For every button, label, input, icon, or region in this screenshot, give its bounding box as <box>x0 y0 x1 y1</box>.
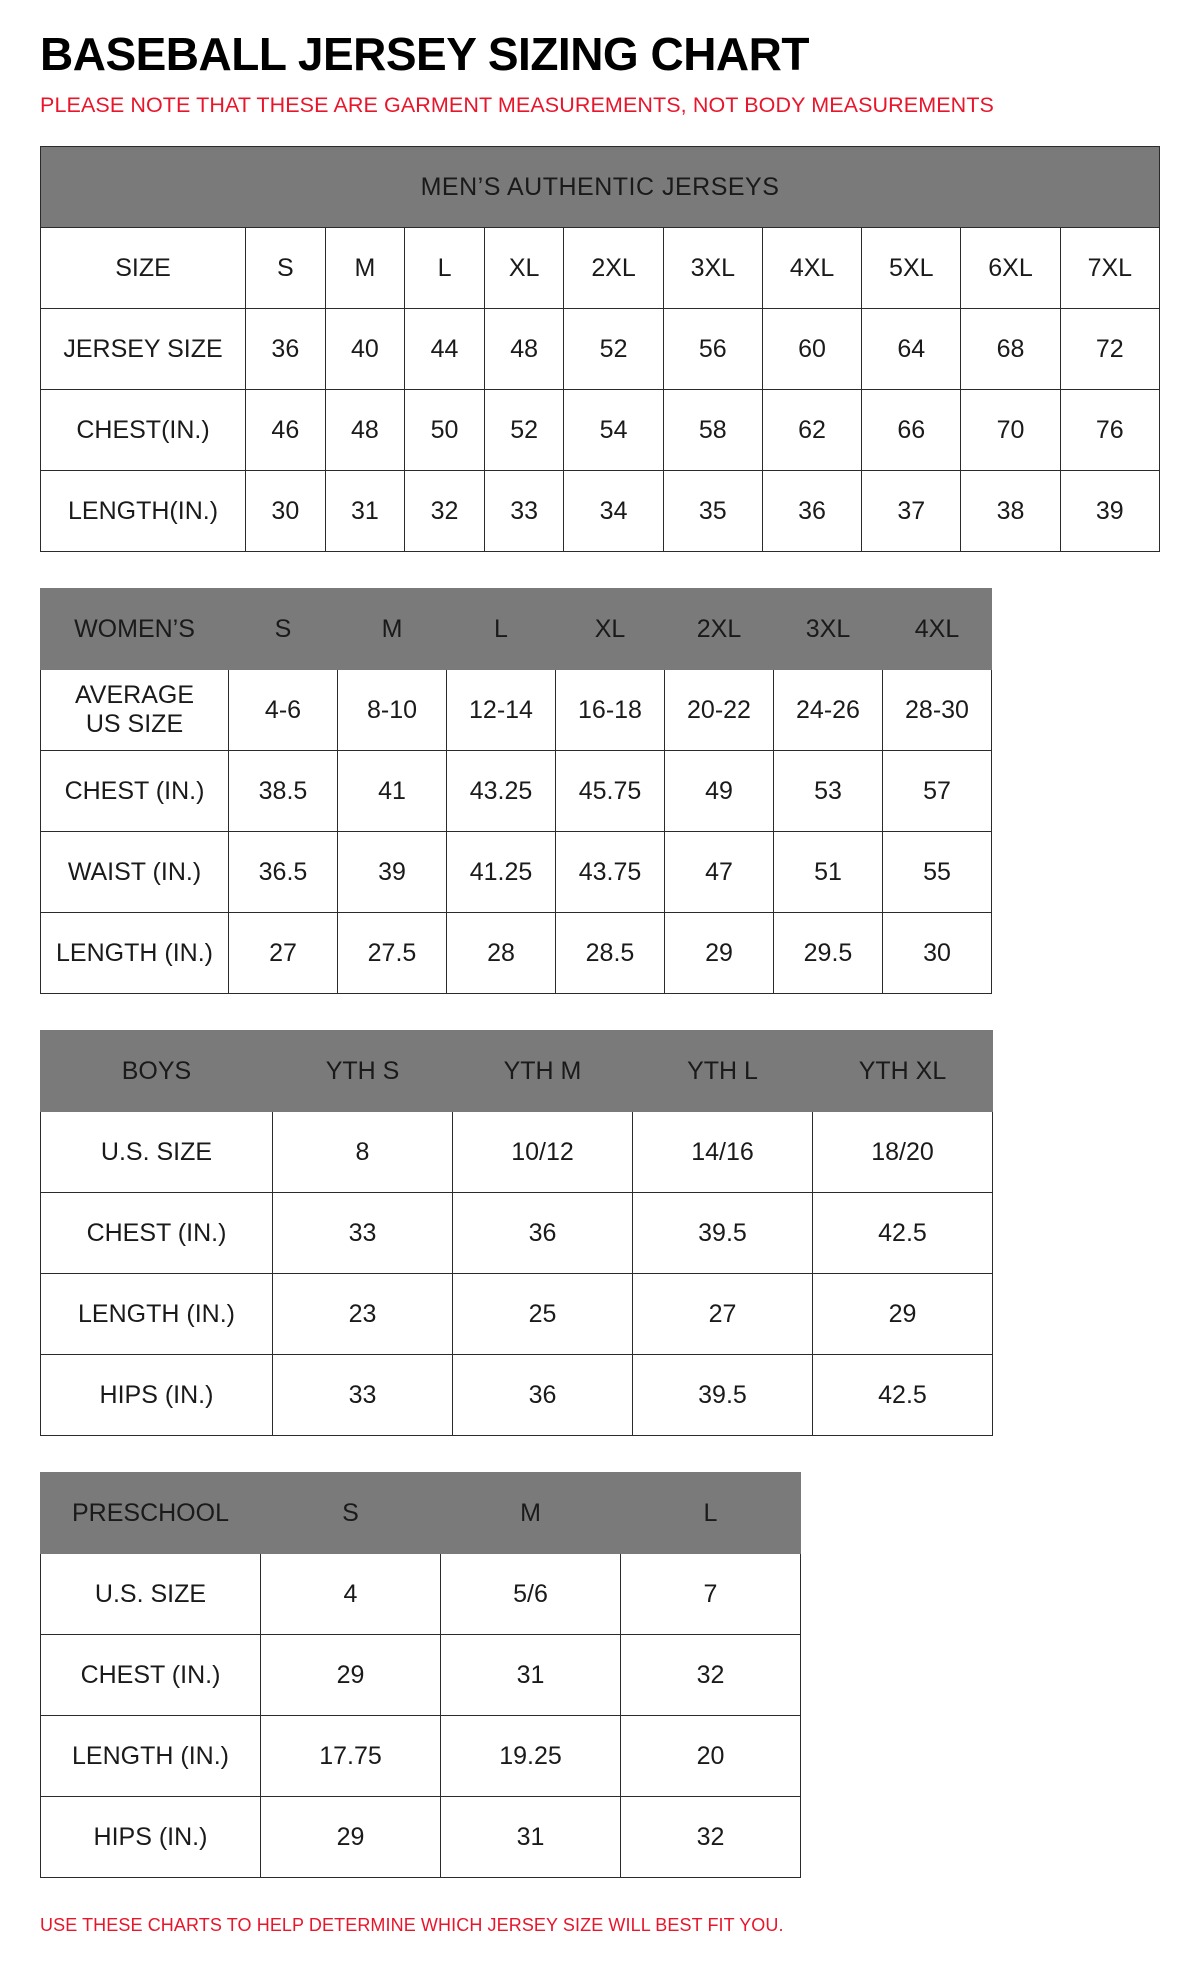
row-label: LENGTH (IN.) <box>41 1274 273 1355</box>
measurement-cell: 45.75 <box>556 751 665 832</box>
measurement-cell: 41.25 <box>447 832 556 913</box>
row-label: LENGTH (IN.) <box>41 913 229 994</box>
size-header-cell: YTH M <box>453 1031 633 1112</box>
size-header-cell: S <box>246 228 326 309</box>
row-label: LENGTH(IN.) <box>41 471 246 552</box>
measurement-cell: 8 <box>273 1112 453 1193</box>
measurement-cell: 36.5 <box>229 832 338 913</box>
measurement-cell: 50 <box>405 390 485 471</box>
measurement-cell: 29 <box>665 913 774 994</box>
measurement-cell: 35 <box>663 471 762 552</box>
measurement-cell: 51 <box>774 832 883 913</box>
table-row <box>41 1554 801 1635</box>
measurement-cell: 25 <box>453 1274 633 1355</box>
measurement-cell: 17.75 <box>261 1716 441 1797</box>
table-row <box>41 1112 993 1193</box>
measurement-cell: 37 <box>862 471 961 552</box>
mens-authentic-jerseys-table <box>40 146 1160 552</box>
header-row-label: WOMEN’S <box>41 589 229 670</box>
measurement-cell: 76 <box>1060 390 1159 471</box>
size-header-cell: 7XL <box>1060 228 1159 309</box>
measurement-cell: 29 <box>813 1274 993 1355</box>
size-header-cell: 6XL <box>961 228 1060 309</box>
measurement-cell: 42.5 <box>813 1193 993 1274</box>
measurement-cell: 39 <box>338 832 447 913</box>
measurement-cell: 43.25 <box>447 751 556 832</box>
measurement-cell: 20-22 <box>665 670 774 751</box>
header-row-label: SIZE <box>41 228 246 309</box>
measurement-cell: 33 <box>484 471 564 552</box>
measurement-cell: 62 <box>762 390 861 471</box>
measurement-cell: 31 <box>441 1635 621 1716</box>
measurement-cell: 44 <box>405 309 485 390</box>
preschool-table-body <box>41 1473 801 1878</box>
table-row <box>41 1355 993 1436</box>
row-label: U.S. SIZE <box>41 1554 261 1635</box>
measurement-cell: 29.5 <box>774 913 883 994</box>
measurement-cell: 39.5 <box>633 1193 813 1274</box>
table-row <box>41 670 992 751</box>
measurement-cell: 33 <box>273 1193 453 1274</box>
size-header-cell: 2XL <box>665 589 774 670</box>
measurement-cell: 68 <box>961 309 1060 390</box>
size-header-cell: 3XL <box>663 228 762 309</box>
size-header-cell: YTH S <box>273 1031 453 1112</box>
size-header-cell: S <box>229 589 338 670</box>
size-header-cell: 2XL <box>564 228 663 309</box>
table-row <box>41 832 992 913</box>
size-header-cell: 4XL <box>762 228 861 309</box>
preschool-jerseys-table <box>40 1472 801 1878</box>
measurement-cell: 48 <box>484 309 564 390</box>
measurement-cell: 49 <box>665 751 774 832</box>
measurement-cell: 32 <box>621 1635 801 1716</box>
measurement-cell: 55 <box>883 832 992 913</box>
measurement-cell: 29 <box>261 1635 441 1716</box>
measurement-cell: 16-18 <box>556 670 665 751</box>
measurement-cell: 47 <box>665 832 774 913</box>
size-header-cell: YTH L <box>633 1031 813 1112</box>
size-header-cell: 5XL <box>862 228 961 309</box>
table-row <box>41 913 992 994</box>
measurement-cell: 54 <box>564 390 663 471</box>
footer-note: USE THESE CHARTS TO HELP DETERMINE WHICH JERSEY SIZE WILL BEST FIT YOU. <box>40 1915 784 1936</box>
size-header-cell: M <box>325 228 405 309</box>
measurement-cell: 28 <box>447 913 556 994</box>
table-row <box>41 1274 993 1355</box>
measurement-cell: 29 <box>261 1797 441 1878</box>
measurement-cell: 7 <box>621 1554 801 1635</box>
size-header-cell: 4XL <box>883 589 992 670</box>
garment-measurement-note: PLEASE NOTE THAT THESE ARE GARMENT MEASUREMENTS, NOT BODY MEASUREMENTS <box>40 93 994 118</box>
measurement-cell: 41 <box>338 751 447 832</box>
header-row-label: BOYS <box>41 1031 273 1112</box>
measurement-cell: 64 <box>862 309 961 390</box>
measurement-cell: 48 <box>325 390 405 471</box>
table-row <box>41 751 992 832</box>
size-header-cell: S <box>261 1473 441 1554</box>
row-label: CHEST (IN.) <box>41 751 229 832</box>
measurement-cell: 72 <box>1060 309 1159 390</box>
table-row <box>41 309 1160 390</box>
page-title: BASEBALL JERSEY SIZING CHART <box>40 28 809 80</box>
table-header-row <box>41 228 1160 309</box>
measurement-cell: 8-10 <box>338 670 447 751</box>
measurement-cell: 43.75 <box>556 832 665 913</box>
measurement-cell: 57 <box>883 751 992 832</box>
measurement-cell: 60 <box>762 309 861 390</box>
size-header-cell: L <box>447 589 556 670</box>
measurement-cell: 33 <box>273 1355 453 1436</box>
measurement-cell: 58 <box>663 390 762 471</box>
row-label: CHEST (IN.) <box>41 1193 273 1274</box>
measurement-cell: 31 <box>441 1797 621 1878</box>
row-label: LENGTH (IN.) <box>41 1716 261 1797</box>
measurement-cell: 24-26 <box>774 670 883 751</box>
header-row-label: PRESCHOOL <box>41 1473 261 1554</box>
measurement-cell: 27 <box>633 1274 813 1355</box>
size-header-cell: YTH XL <box>813 1031 993 1112</box>
table-header-row <box>41 1473 801 1554</box>
measurement-cell: 53 <box>774 751 883 832</box>
measurement-cell: 52 <box>564 309 663 390</box>
measurement-cell: 38 <box>961 471 1060 552</box>
table-header-row <box>41 1031 993 1112</box>
row-label: HIPS (IN.) <box>41 1355 273 1436</box>
table-header-row <box>41 589 992 670</box>
row-label: U.S. SIZE <box>41 1112 273 1193</box>
size-header-cell: XL <box>556 589 665 670</box>
measurement-cell: 42.5 <box>813 1355 993 1436</box>
boys-jerseys-table <box>40 1030 993 1436</box>
table-row <box>41 1635 801 1716</box>
measurement-cell: 30 <box>246 471 326 552</box>
measurement-cell: 14/16 <box>633 1112 813 1193</box>
measurement-cell: 5/6 <box>441 1554 621 1635</box>
measurement-cell: 39 <box>1060 471 1159 552</box>
womens-table-body <box>41 589 992 994</box>
size-header-cell: 3XL <box>774 589 883 670</box>
row-label: JERSEY SIZE <box>41 309 246 390</box>
row-label: HIPS (IN.) <box>41 1797 261 1878</box>
table-row <box>41 390 1160 471</box>
measurement-cell: 12-14 <box>447 670 556 751</box>
measurement-cell: 36 <box>453 1193 633 1274</box>
measurement-cell: 36 <box>246 309 326 390</box>
boys-table-body <box>41 1031 993 1436</box>
measurement-cell: 40 <box>325 309 405 390</box>
measurement-cell: 19.25 <box>441 1716 621 1797</box>
measurement-cell: 52 <box>484 390 564 471</box>
measurement-cell: 18/20 <box>813 1112 993 1193</box>
size-header-cell: L <box>405 228 485 309</box>
measurement-cell: 70 <box>961 390 1060 471</box>
measurement-cell: 28-30 <box>883 670 992 751</box>
row-label: WAIST (IN.) <box>41 832 229 913</box>
measurement-cell: 66 <box>862 390 961 471</box>
measurement-cell: 4 <box>261 1554 441 1635</box>
table-row <box>41 1193 993 1274</box>
table-banner-row <box>41 147 1160 228</box>
measurement-cell: 32 <box>621 1797 801 1878</box>
measurement-cell: 56 <box>663 309 762 390</box>
size-header-cell: L <box>621 1473 801 1554</box>
size-header-cell: M <box>338 589 447 670</box>
measurement-cell: 36 <box>453 1355 633 1436</box>
row-label: CHEST(IN.) <box>41 390 246 471</box>
womens-jerseys-table <box>40 588 992 994</box>
measurement-cell: 39.5 <box>633 1355 813 1436</box>
measurement-cell: 31 <box>325 471 405 552</box>
measurement-cell: 4-6 <box>229 670 338 751</box>
row-label: AVERAGE US SIZE <box>41 670 229 751</box>
measurement-cell: 27.5 <box>338 913 447 994</box>
measurement-cell: 34 <box>564 471 663 552</box>
measurement-cell: 23 <box>273 1274 453 1355</box>
measurement-cell: 36 <box>762 471 861 552</box>
table-row <box>41 1797 801 1878</box>
size-header-cell: XL <box>484 228 564 309</box>
table-row <box>41 471 1160 552</box>
measurement-cell: 32 <box>405 471 485 552</box>
table-banner-title: MEN’S AUTHENTIC JERSEYS <box>41 147 1160 228</box>
measurement-cell: 10/12 <box>453 1112 633 1193</box>
measurement-cell: 28.5 <box>556 913 665 994</box>
measurement-cell: 46 <box>246 390 326 471</box>
size-header-cell: M <box>441 1473 621 1554</box>
table-row <box>41 1716 801 1797</box>
measurement-cell: 30 <box>883 913 992 994</box>
mens-table-body <box>41 147 1160 552</box>
measurement-cell: 27 <box>229 913 338 994</box>
measurement-cell: 38.5 <box>229 751 338 832</box>
row-label: CHEST (IN.) <box>41 1635 261 1716</box>
measurement-cell: 20 <box>621 1716 801 1797</box>
